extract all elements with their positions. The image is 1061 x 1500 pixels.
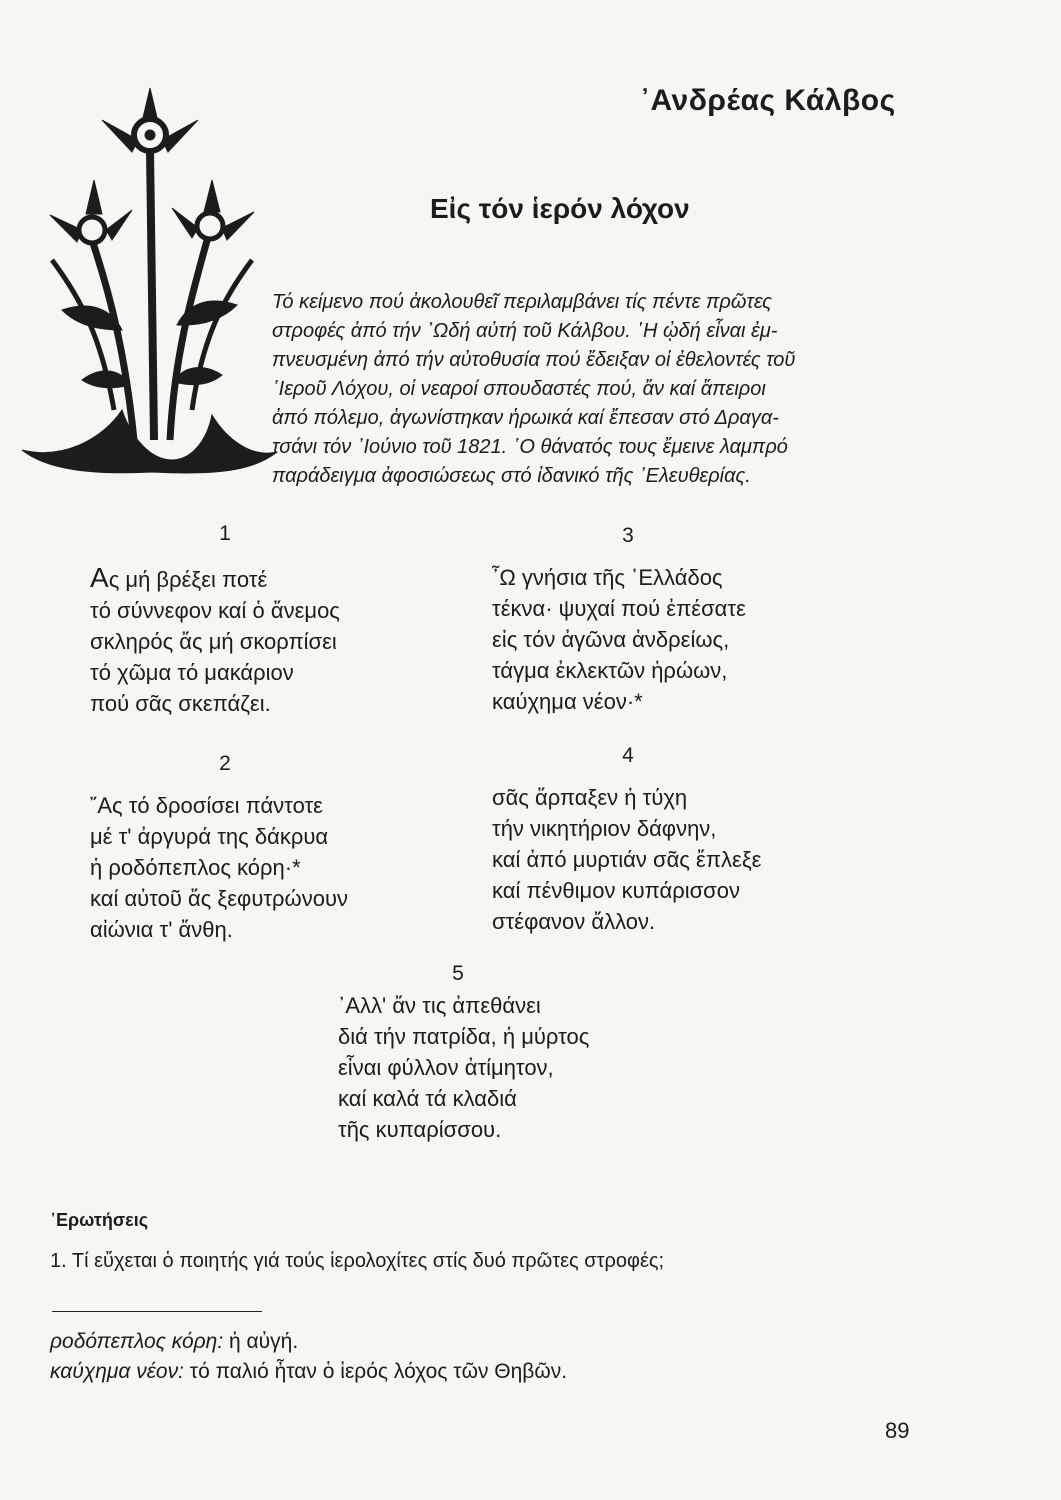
footnote-text: τό παλιό ἦταν ὁ ἱερός λόχος τῶν Θηβῶν. bbox=[183, 1360, 568, 1383]
stanza-line: σκληρός ἄς μή σκορπίσει bbox=[90, 629, 337, 654]
stanza-line: εἶναι φύλλον ἀτίμητον, bbox=[338, 1055, 554, 1080]
stanza-5 bbox=[338, 990, 589, 1145]
footnote bbox=[50, 1330, 298, 1354]
stanza-line: τό σύννεφον καί ὁ ἄνεμος bbox=[90, 598, 340, 623]
poem-title: Εἰς τόν ἱερόν λόχον bbox=[430, 193, 690, 224]
questions-heading: ᾿Ερωτήσεις bbox=[50, 1210, 149, 1230]
stanza-4 bbox=[492, 782, 761, 937]
stanza-line: τό χῶμα τό μακάριον bbox=[90, 660, 294, 685]
stanza-number: 5 bbox=[452, 962, 464, 985]
stanza-line: πού σᾶς σκεπάζει. bbox=[90, 691, 271, 716]
stanza-line: καί καλά τά κλαδιά bbox=[338, 1086, 517, 1111]
first-line-rest: ς μή βρέξει ποτέ bbox=[108, 567, 268, 592]
stanza-line: τάγμα ἐκλεκτῶν ἡρώων, bbox=[492, 658, 728, 683]
intro-line: παράδειγμα ἀφοσιώσεως στό ἰδανικό τῆς ᾿Ελευθερίας. bbox=[272, 465, 751, 487]
stanza-number: 2 bbox=[219, 752, 231, 775]
footnote-term: καύχημα νέον: bbox=[50, 1360, 184, 1383]
footnote-divider bbox=[52, 1311, 262, 1312]
stanza-line: ᾿Αλλ' ἄν τις ἀπεθάνει bbox=[338, 993, 541, 1018]
footnote-term: ροδόπεπλος κόρη: bbox=[50, 1330, 224, 1353]
intro-line: Τό κείμενο πού ἀκολουθεῖ περιλαμβάνει τίς πέντε πρῶτες bbox=[272, 291, 772, 313]
stanza-line: σᾶς ἅρπαξεν ἡ τύχη bbox=[492, 785, 688, 810]
drop-initial: Α bbox=[90, 562, 109, 593]
intro-line: τσάνι τόν ᾿Ιούνιο τοῦ 1821. ῾Ο θάνατός τους ἔμεινε λαμπρό bbox=[272, 436, 788, 458]
stanza-line: εἰς τόν ἀγῶνα ἀνδρείως, bbox=[492, 627, 730, 652]
question-item: 1. Τί εὔχεται ὁ ποιητής γιά τούς ἱερολοχίτες στίς δυό πρῶτες στροφές; bbox=[50, 1250, 665, 1272]
footnote bbox=[50, 1360, 567, 1384]
stanza-2 bbox=[90, 790, 348, 945]
author-name: ᾿Ανδρέας Κάλβος bbox=[640, 84, 896, 117]
stanza-line: καί ἀπό μυρτιάν σᾶς ἔπλεξε bbox=[492, 847, 762, 872]
stanza-line: ῎Ας τό δροσίσει πάντοτε bbox=[90, 793, 323, 818]
intro-paragraph bbox=[272, 288, 922, 491]
stanza-line: καύχημα νέον·* bbox=[492, 689, 643, 714]
stanza-line: τέκνα· ψυχαί πού ἐπέσατε bbox=[492, 596, 746, 621]
stanza-number: 3 bbox=[622, 524, 634, 547]
stanza-line: μέ τ' ἀργυρά της δάκρυα bbox=[90, 824, 329, 849]
stanza-line: καί αὐτοῦ ἄς ξεφυτρώνουν bbox=[90, 886, 348, 911]
stanza-line: αἰώνια τ' ἄνθη. bbox=[90, 917, 233, 942]
stanza-line: καί πένθιμον κυπάρισσον bbox=[492, 878, 740, 903]
stanza-line: τήν νικητήριον δάφνην, bbox=[492, 816, 717, 841]
intro-line: ἀπό πόλεμο, ἀγωνίστηκαν ἡρωικά καί ἔπεσαν στό Δραγα- bbox=[272, 407, 779, 429]
stanza-line: διά τήν πατρίδα, ἡ μύρτος bbox=[338, 1024, 590, 1049]
intro-line: ῾Ιεροῦ Λόχου, οἱ νεαροί σπουδαστές πού, ἄν καί ἄπειροι bbox=[272, 378, 766, 400]
page-number: 89 bbox=[885, 1418, 910, 1443]
floral-ornament bbox=[22, 80, 277, 480]
intro-line: πνευσμένη ἀπό τήν αὐτοθυσία πού ἔδειξαν οἱ ἐθελοντές τοῦ bbox=[272, 349, 796, 371]
stanza-line: στέφανον ἄλλον. bbox=[492, 909, 656, 934]
stanza-number: 4 bbox=[622, 744, 634, 767]
stanza-number: 1 bbox=[219, 522, 231, 545]
stanza-3 bbox=[492, 562, 746, 717]
stanza-line: ἡ ροδόπεπλος κόρη·* bbox=[90, 855, 301, 880]
intro-line: στροφές ἀπό τήν ᾿Ωδή αὐτή τοῦ Κάλβου. ῾Η ᾠδή εἶναι ἐμ- bbox=[272, 320, 778, 342]
stanza-line bbox=[90, 562, 340, 595]
stanza-1 bbox=[90, 562, 340, 719]
stanza-line: ῏Ω γνήσια τῆς ῾Ελλάδος bbox=[492, 565, 723, 590]
footnote-text: ἡ αὐγή. bbox=[223, 1330, 299, 1353]
stanza-line: τῆς κυπαρίσσου. bbox=[338, 1117, 502, 1142]
